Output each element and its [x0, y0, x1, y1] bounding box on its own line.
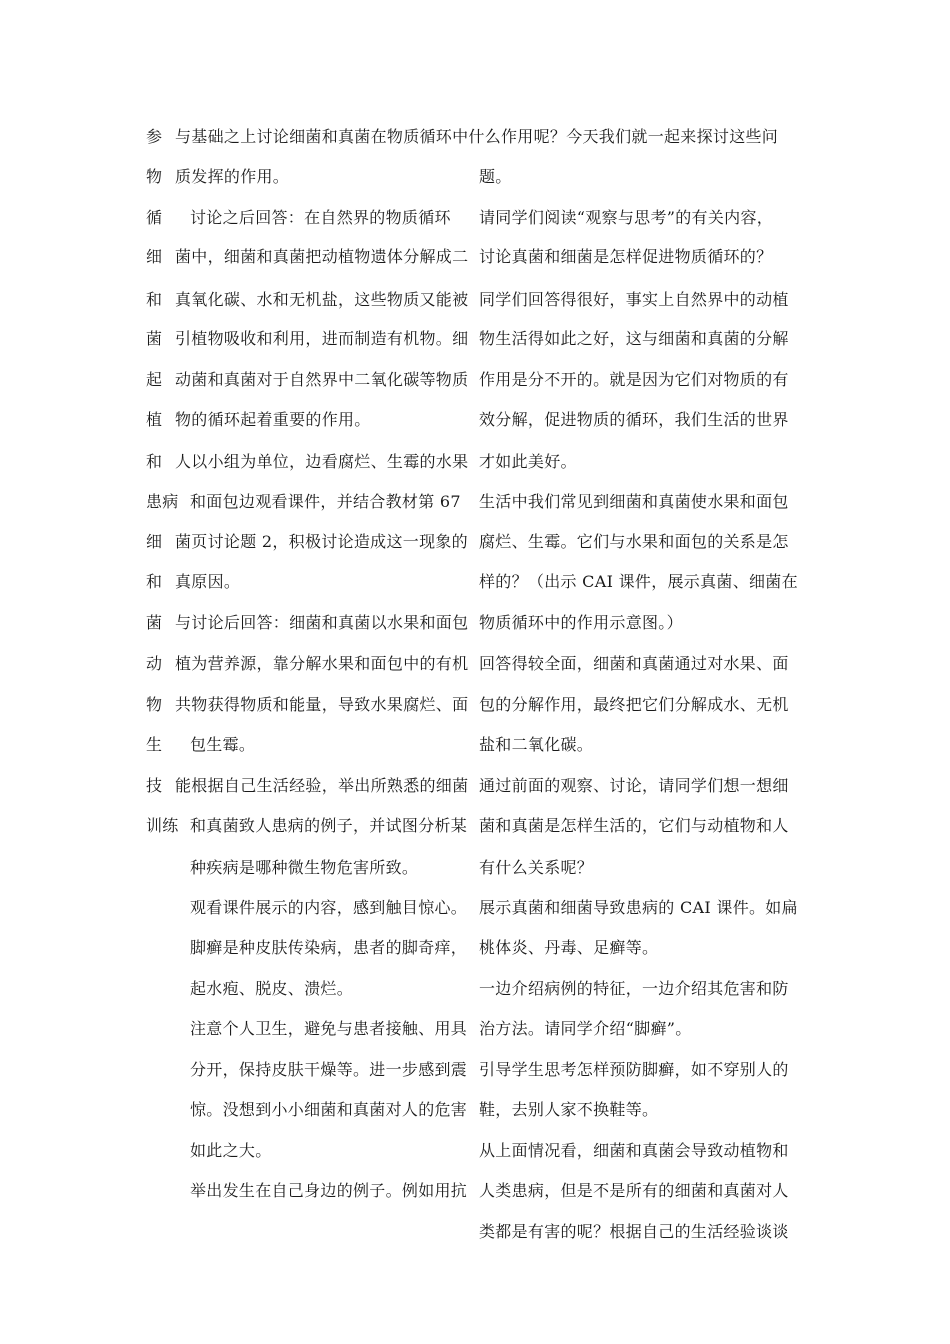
- left-label: 物: [146, 167, 163, 186]
- left-label: 和: [146, 572, 163, 591]
- text-line: 种疾病是哪种微生物危害所致。: [190, 858, 419, 877]
- text-line: 类都是有害的呢？根据自己的生活经验谈谈: [479, 1222, 789, 1241]
- text-line: 回答得较全面，细菌和真菌通过对水果、面: [479, 654, 789, 673]
- text-line: 菌页讨论题 2，积极讨论造成这一现象的: [175, 532, 468, 551]
- left-label: 细: [146, 532, 163, 551]
- text-line: 能根据自己生活经验，举出所熟悉的细菌: [175, 776, 469, 795]
- text-line: 展示真菌和细菌导致患病的 CAI 课件。如扁: [479, 898, 798, 917]
- text-line: 和真菌致人患病的例子，并试图分析某: [190, 816, 468, 835]
- text-line: 才如此美好。: [479, 452, 577, 471]
- text-line: 菌中，细菌和真菌把动植物遗体分解成二: [175, 247, 469, 266]
- left-label: 循: [146, 208, 163, 227]
- teacher-activity-column: [479, 0, 809, 1344]
- text-line: 与讨论后回答：细菌和真菌以水果和面包: [175, 613, 469, 632]
- left-label: 生: [146, 735, 163, 754]
- text-line: 举出发生在自己身边的例子。例如用抗: [190, 1181, 468, 1200]
- text-line: 和面包边观看课件，并结合教材第 67: [190, 492, 461, 511]
- text-line: 起水疱、脱皮、溃烂。: [190, 979, 354, 998]
- text-line: 效分解，促进物质的循环，我们生活的世界: [479, 410, 789, 429]
- text-line: 惊。没想到小小细菌和真菌对人的危害: [190, 1100, 468, 1119]
- text-line: 物质循环中的作用示意图。）: [479, 613, 683, 632]
- text-line: 与基础之上讨论细菌和真菌在物质循环中什么作用呢？今天我们就一起来探讨这些问: [175, 127, 779, 146]
- text-line: 真原因。: [175, 572, 241, 591]
- left-label: 菌: [146, 613, 163, 632]
- text-line: 动菌和真菌对于自然界中二氧化碳等物质: [175, 370, 469, 389]
- text-line: 盐和二氧化碳。: [479, 735, 594, 754]
- left-label: 训练: [146, 816, 179, 835]
- left-label: 患病: [146, 492, 179, 511]
- left-label: 和: [146, 452, 163, 471]
- text-line: 鞋，去别人家不换鞋等。: [479, 1100, 659, 1119]
- text-line: 引植物吸收和利用，进而制造有机物。细: [175, 329, 469, 348]
- text-line: 有什么关系呢？: [479, 858, 594, 877]
- text-line: 如此之大。: [190, 1141, 272, 1160]
- left-label: 和: [146, 290, 163, 309]
- text-line: 人以小组为单位，边看腐烂、生霉的水果: [175, 452, 469, 471]
- text-line: 注意个人卫生，避免与患者接触、用具: [190, 1019, 468, 1038]
- text-line: 题。: [479, 167, 512, 186]
- text-line: 分开，保持皮肤干燥等。进一步感到震: [190, 1060, 468, 1079]
- text-line: 从上面情况看，细菌和真菌会导致动植物和: [479, 1141, 789, 1160]
- text-line: 植为营养源，靠分解水果和面包中的有机: [175, 654, 469, 673]
- text-line: 生活中我们常见到细菌和真菌使水果和面包: [479, 492, 789, 511]
- text-line: 脚癣是种皮肤传染病，患者的脚奇痒，: [190, 938, 468, 957]
- left-label: 技: [146, 776, 163, 795]
- text-line: 包生霉。: [190, 735, 256, 754]
- text-line: 菌和真菌是怎样生活的，它们与动植物和人: [479, 816, 789, 835]
- text-line: 桃体炎、丹毒、足癣等。: [479, 938, 659, 957]
- text-line: 包的分解作用，最终把它们分解成水、无机: [479, 695, 789, 714]
- left-label: 菌: [146, 329, 163, 348]
- text-line: 物生活得如此之好，这与细菌和真菌的分解: [479, 329, 789, 348]
- left-label: 细: [146, 247, 163, 266]
- text-line: 一边介绍病例的特征，一边介绍其危害和防: [479, 979, 789, 998]
- text-line: 讨论之后回答：在自然界的物质循环: [190, 208, 451, 227]
- text-line: 同学们回答得很好，事实上自然界中的动植: [479, 290, 789, 309]
- text-line: 观看课件展示的内容，感到触目惊心。: [190, 898, 468, 917]
- text-line: 治方法。请同学介绍“脚癣”。: [479, 1019, 692, 1038]
- left-label: 动: [146, 654, 163, 673]
- text-line: 共物获得物质和能量，导致水果腐烂、面: [175, 695, 469, 714]
- text-line: 人类患病，但是不是所有的细菌和真菌对人: [479, 1181, 789, 1200]
- left-label: 参: [146, 127, 163, 146]
- text-line: 讨论真菌和细菌是怎样促进物质循环的？: [479, 247, 773, 266]
- text-line: 质发挥的作用。: [175, 167, 290, 186]
- text-line: 请同学们阅读“观察与思考”的有关内容，: [479, 208, 774, 227]
- text-line: 样的？（出示 CAI 课件，展示真菌、细菌在: [479, 572, 798, 591]
- text-line: 真氧化碳、水和无机盐，这些物质又能被: [175, 290, 469, 309]
- left-label: 起: [146, 370, 163, 389]
- text-line: 物的循环起着重要的作用。: [175, 410, 371, 429]
- left-label: 物: [146, 695, 163, 714]
- text-line: 引导学生思考怎样预防脚癣，如不穿别人的: [479, 1060, 789, 1079]
- text-line: 作用是分不开的。就是因为它们对物质的有: [479, 370, 789, 389]
- text-line: 腐烂、生霉。它们与水果和面包的关系是怎: [479, 532, 789, 551]
- left-label: 植: [146, 410, 163, 429]
- text-line: 通过前面的观察、讨论，请同学们想一想细: [479, 776, 789, 795]
